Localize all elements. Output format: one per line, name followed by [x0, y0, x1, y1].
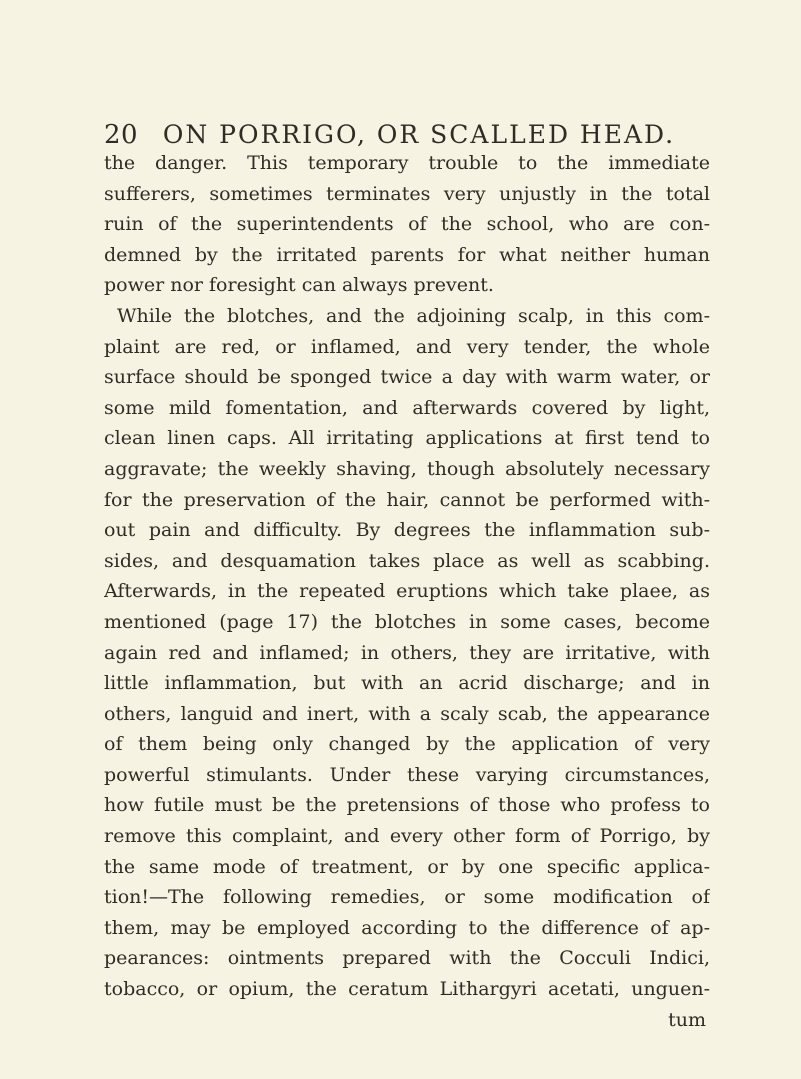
text-line: tobacco, or opium, the ceratum Lithargyri acetati, unguen-	[104, 978, 710, 1001]
text-line: mentioned (page 17) the blotches in some cases, become	[104, 610, 710, 633]
body-text	[104, 148, 710, 1035]
text-line: little inflammation, but with an acrid discharge; and in	[104, 672, 710, 695]
text-line: the danger. This temporary trouble to the immediate	[104, 152, 710, 174]
text-line: sufferers, sometimes terminates very unjustly in the total	[104, 182, 710, 205]
text-line: power nor foresight can always prevent.	[104, 274, 494, 297]
text-line: for the preservation of the hair, cannot be performed with-	[104, 488, 710, 511]
text-line: clean linen caps. All irritating applications at first tend to	[104, 427, 710, 450]
text-line: ruin of the superintendents of the school, who are con-	[104, 213, 710, 236]
text-line: plaint are red, or inflamed, and very tender, the whole	[104, 335, 710, 358]
running-head: ON PORRIGO, OR SCALLED HEAD.	[162, 120, 676, 149]
text-line: of them being only changed by the application of very	[104, 733, 710, 756]
text-line: others, languid and inert, with a scaly scab, the appearance	[104, 702, 710, 725]
page-number: 20	[104, 120, 139, 150]
text-line: surface should be sponged twice a day with warm water, or	[104, 366, 710, 389]
text-line: how futile must be the pretensions of those who profess to	[104, 794, 710, 817]
text-line: aggravate; the weekly shaving, though absolutely necessary	[104, 457, 710, 480]
catchword: tum	[668, 1008, 706, 1031]
text-line: sides, and desquamation takes place as well as scabbing.	[104, 549, 710, 572]
text-line: Afterwards, in the repeated eruptions which take plaee, as	[104, 580, 710, 603]
text-line: pearances: ointments prepared with the Cocculi Indici,	[104, 947, 710, 970]
text-line: again red and inflamed; in others, they are irritative, with	[104, 641, 710, 664]
text-line: them, may be employed according to the difference of ap-	[104, 916, 710, 939]
text-line: powerful stimulants. Under these varying circumstances,	[104, 763, 710, 786]
text-line: remove this complaint, and every other form of Porrigo, by	[104, 825, 710, 848]
text-line: While the blotches, and the adjoining scalp, in this com-	[117, 304, 710, 327]
text-line: tion!—The following remedies, or some modification of	[104, 886, 710, 909]
text-line: demned by the irritated parents for what neither human	[104, 243, 710, 266]
text-line: out pain and difficulty. By degrees the inflammation sub-	[104, 519, 710, 542]
text-line: some mild fomentation, and afterwards covered by light,	[104, 396, 710, 419]
text-line: the same mode of treatment, or by one specific applica-	[104, 855, 710, 878]
